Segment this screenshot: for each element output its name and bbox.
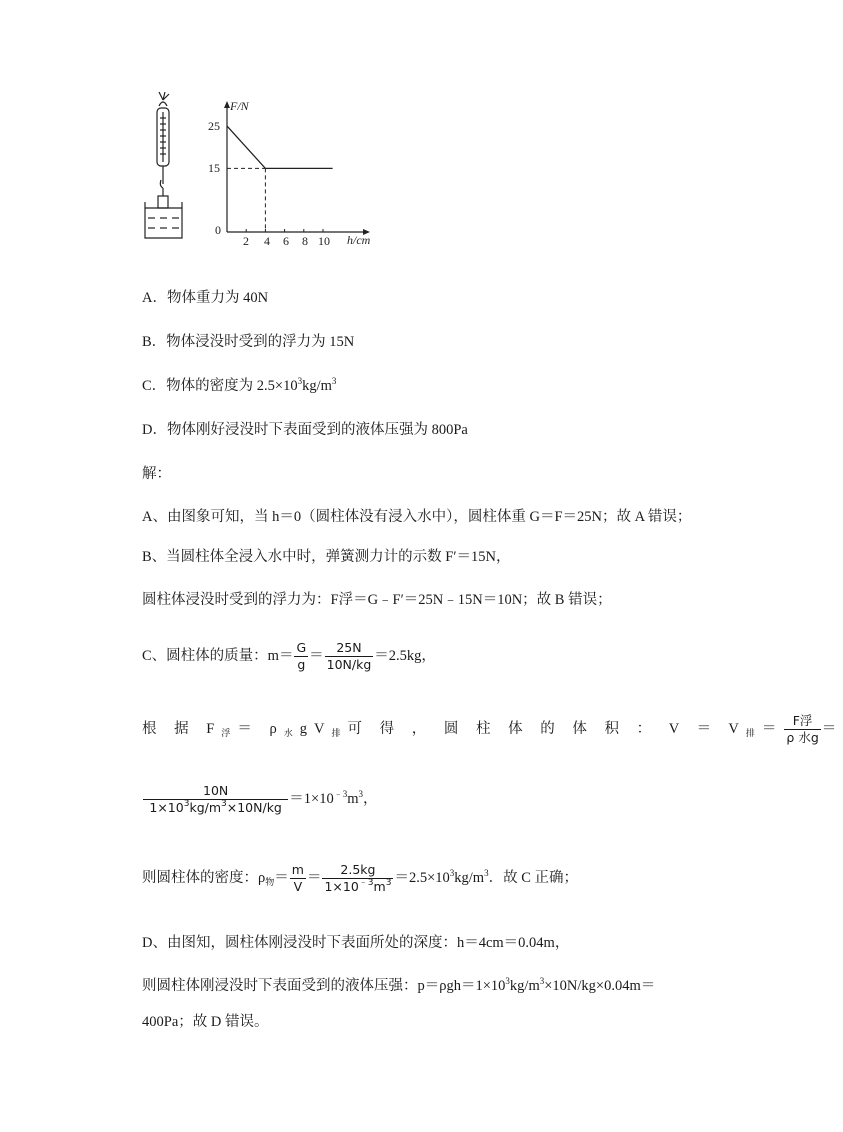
- text: m: [347, 790, 359, 807]
- superscript: 3: [221, 799, 227, 809]
- fraction-volume: [143, 783, 288, 816]
- superscript: 3: [385, 878, 392, 888]
- f-h-graph: [208, 99, 371, 248]
- option-c-unit: kg/m: [302, 378, 332, 394]
- solution-d-2: [142, 976, 655, 996]
- fraction-denominator: [322, 879, 393, 895]
- text: 1×10: [149, 800, 184, 815]
- solution-c-4: [142, 862, 578, 895]
- fraction-numerator: 10N: [143, 783, 288, 800]
- fraction-numerator: G: [296, 640, 307, 655]
- x-tick-10: 10: [318, 234, 330, 248]
- y-tick-0: 0: [215, 223, 221, 237]
- option-c: [142, 376, 336, 396]
- fraction-g-over-g: [294, 640, 308, 673]
- text: ，: [363, 790, 378, 807]
- fraction-m-over-v: [290, 862, 306, 895]
- option-a: A．物体重力为 40N: [142, 290, 269, 306]
- problem-figure: [135, 92, 385, 252]
- text: kg/m: [509, 978, 540, 994]
- superscript: 3: [539, 976, 545, 986]
- y-tick-25: 25: [208, 119, 220, 133]
- text: ×10N/kg×0.04m＝: [544, 978, 656, 994]
- text: 则圆柱体的密度：ρ: [142, 869, 266, 886]
- option-d: D．物体刚好浸没时下表面受到的液体压强为 800Pa: [142, 422, 468, 438]
- text: gV: [299, 720, 332, 737]
- solution-c-1-result: ＝2.5kg，: [374, 647, 436, 664]
- solution-d-1: D、由图知，圆柱体刚浸没时下表面所处的深度：h＝4cm＝0.04m，: [142, 935, 570, 951]
- superscript: 3: [484, 867, 489, 878]
- superscript: 3: [449, 867, 455, 878]
- text: ＝2.5×10: [394, 869, 450, 886]
- fraction-denominator: [143, 800, 288, 816]
- text: kg/m: [454, 869, 485, 886]
- superscript: ﹣3: [358, 878, 374, 888]
- option-c-unit-exp: 3: [331, 376, 337, 386]
- solution-c-1: [142, 640, 436, 673]
- y-tick-15: 15: [208, 161, 220, 175]
- equals-sign: ＝: [274, 869, 289, 886]
- subscript: 浮: [221, 727, 238, 738]
- solution-c-3: [142, 783, 378, 816]
- x-axis-label: h/cm: [347, 233, 371, 247]
- text: ×10N/kg: [226, 800, 282, 815]
- fraction-denominator: 10N/kg: [326, 657, 372, 672]
- subscript: 物: [265, 876, 275, 887]
- fraction-denominator: g: [297, 657, 306, 672]
- option-b: B．物体浸没时受到的浮力为 15N: [142, 334, 355, 350]
- x-tick-2: 2: [243, 234, 249, 248]
- text: 根 据 F: [142, 720, 222, 737]
- fraction-numerator: F浮: [784, 713, 820, 730]
- solution-d-3: 400Pa；故 D 错误。: [142, 1014, 269, 1030]
- force-depth-line: [227, 126, 333, 168]
- superscript: 3: [505, 976, 510, 986]
- fraction-numerator: m: [291, 862, 304, 877]
- equals-sign: ＝: [306, 869, 322, 886]
- text: 1×10: [324, 879, 359, 894]
- fraction-f-over-rho-g: [784, 713, 820, 746]
- x-tick-8: 8: [302, 234, 308, 248]
- text: ．故 C 正确；: [488, 869, 578, 886]
- text: 则圆柱体刚浸没时下表面受到的液体压强：p＝ρgh＝1×10: [142, 978, 506, 994]
- text: 可 得 ， 圆 柱 体 的 体 积 ： V ＝ V: [347, 720, 746, 737]
- solution-c-2: [142, 713, 843, 746]
- text: m: [373, 879, 386, 894]
- option-c-text: C．物体的密度为 2.5×10: [142, 378, 298, 394]
- fraction-denominator: V: [293, 879, 303, 894]
- solution-b-1: B、当圆柱体全浸入水中时，弹簧测力计的示数 F′＝15N，: [142, 549, 511, 565]
- fraction-numerator: 2.5kg: [322, 862, 393, 879]
- solution-b-2: 圆柱体浸没时受到的浮力为：F浮＝G﹣F′＝25N﹣15N＝10N；故 B 错误；: [142, 592, 612, 608]
- subscript: 排: [331, 727, 348, 738]
- solution-a: A、由图象可知，当 h＝0（圆柱体没有浸入水中），圆柱体重 G＝F＝25N；故 A 错误；: [142, 509, 692, 525]
- y-axis-label: F/N: [230, 99, 249, 113]
- superscript: 3: [183, 799, 190, 809]
- solution-c-1-prefix: C、圆柱体的质量：m＝: [142, 647, 294, 664]
- text: kg/m: [189, 800, 222, 815]
- subscript: 排: [745, 727, 762, 738]
- superscript: 3: [358, 788, 363, 799]
- equals-sign: ＝: [761, 720, 784, 737]
- text: ＝ ρ: [237, 720, 284, 737]
- x-tick-4: 4: [264, 234, 270, 248]
- subscript: 水: [283, 727, 300, 738]
- spring-scale-apparatus: [145, 92, 182, 238]
- solution-heading: 解：: [142, 466, 171, 482]
- fraction-25n-over-10nkg: [325, 640, 374, 673]
- equals-sign: ＝: [309, 647, 324, 664]
- fraction-denominator: ρ 水g: [786, 730, 819, 745]
- equals-sign: ＝: [821, 720, 843, 737]
- option-c-exp: 3: [297, 376, 303, 386]
- fraction-numerator: 25N: [325, 640, 374, 657]
- x-tick-6: 6: [283, 234, 289, 248]
- superscript: ﹣3: [333, 788, 348, 799]
- text: ＝1×10: [289, 790, 334, 807]
- fraction-density: [322, 862, 393, 895]
